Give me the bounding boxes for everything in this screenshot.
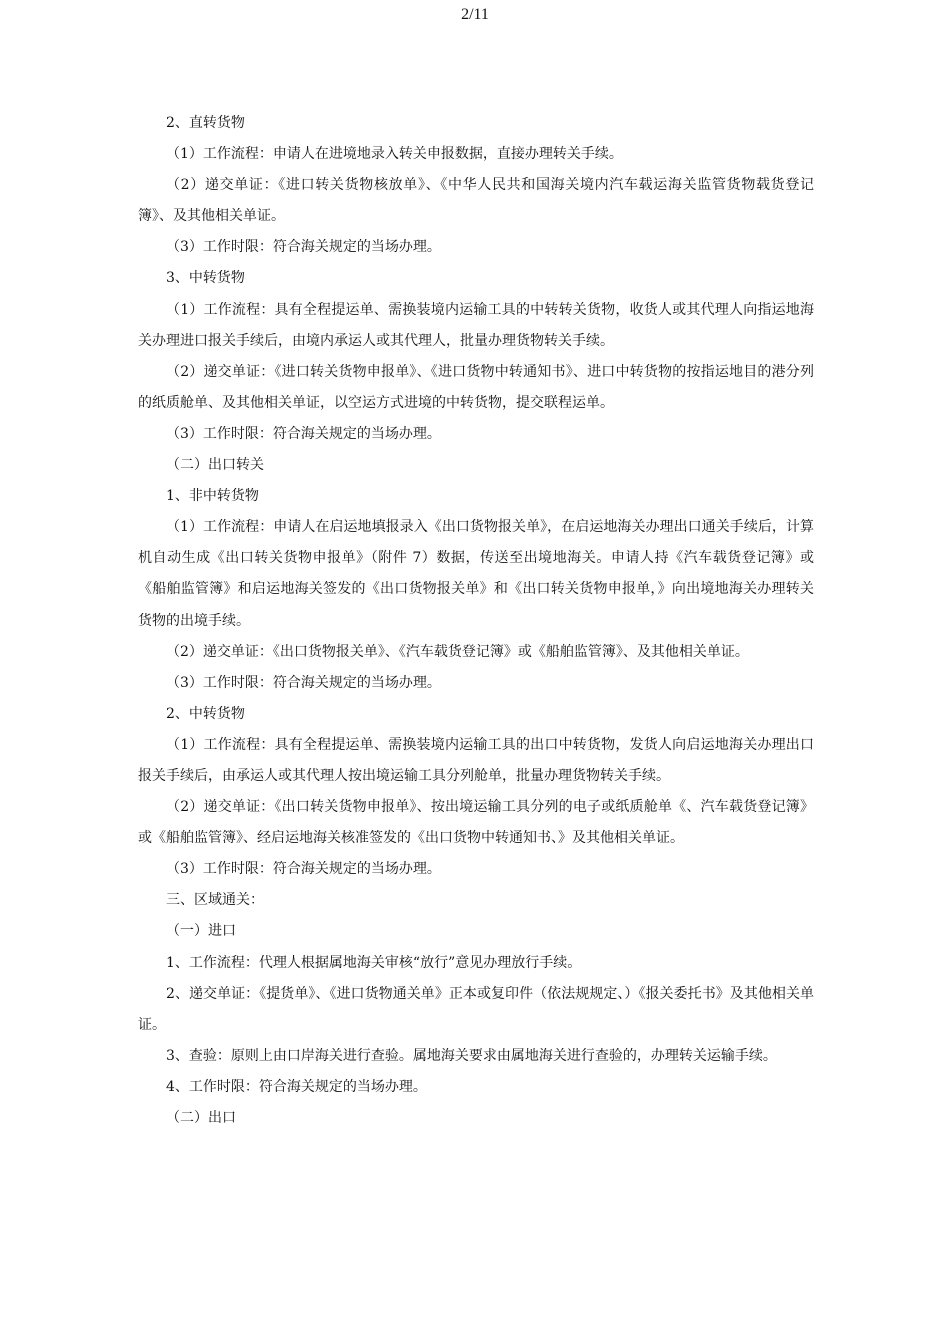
heading-non-transit-goods: 1、非中转货物: [166, 488, 259, 505]
paragraph-workflow: （1）工作流程：申请人在启运地填报录入《出口货物报关单》，在启运地海关办理出口通关手续后，计算机自动生成《出口转关货物申报单》（附件 7）数据，传送至出境地海关。申请人持《汽车载货登记簿》或《船舶监管簿》和启运地海关签发的《出口货物报关单》和《出口转关货物申报单，》向出境地海关办理转关货物的出境手续。: [138, 519, 814, 629]
paragraph-time-limit: （3）工作时限：符合海关规定的当场办理。: [166, 861, 441, 878]
paragraph-documents: （2）递交单证：《进口转关货物核放单》、《中华人民共和国海关境内汽车载运海关监管货物载货登记簿》、及其他相关单证。: [138, 177, 814, 225]
paragraph-workflow: （1）工作流程：申请人在进境地录入转关申报数据，直接办理转关手续。: [166, 146, 623, 163]
paragraph-documents: （2）递交单证：《出口货物报关单》、《汽车载货登记簿》或《船舶监管簿》、及其他相关单证。: [166, 643, 749, 660]
page-number: 2/11: [461, 6, 489, 23]
heading-regional-clearance: 三、区域通关：: [166, 892, 264, 909]
paragraph-documents: （2）递交单证：《出口转关货物申报单》、按出境运输工具分列的电子或纸质舱单《、汽车载货登记簿》或《船舶监管簿》、经启运地海关核准签发的《出口货物中转通知书、》及其他相关单证。: [138, 799, 814, 847]
heading-export-transfer: （二）出口转关: [166, 457, 264, 474]
heading-export: （二）出口: [166, 1110, 236, 1126]
heading-transit-goods: 3、中转货物: [166, 270, 245, 287]
paragraph-time-limit: 4、工作时限：符合海关规定的当场办理。: [166, 1078, 427, 1095]
paragraph-time-limit: （3）工作时限：符合海关规定的当场办理。: [166, 674, 441, 691]
paragraph-time-limit: （3）工作时限：符合海关规定的当场办理。: [166, 239, 441, 256]
paragraph-workflow: （1）工作流程：具有全程提运单、需换装境内运输工具的出口中转货物，发货人向启运地海关办理出口报关手续后，由承运人或其代理人按出境运输工具分列舱单，批量办理货物转关手续。: [138, 736, 814, 784]
paragraph-documents: （2）递交单证：《进口转关货物申报单》、《进口货物中转通知书》、进口中转货物的按指运地目的港分列的纸质舱单、及其他相关单证，以空运方式进境的中转货物，提交联程运单。: [138, 363, 814, 411]
heading-direct-transfer-goods: 2、直转货物: [166, 115, 245, 131]
heading-transit-goods: 2、中转货物: [166, 705, 245, 722]
paragraph-workflow: 1、工作流程：代理人根据属地海关审核“放行”意见办理放行手续。: [166, 954, 582, 971]
paragraph-workflow: （1）工作流程：具有全程提运单、需换装境内运输工具的中转转关货物，收货人或其代理人向指运地海关办理进口报关手续后，由境内承运人或其代理人，批量办理货物转关手续。: [138, 301, 814, 349]
document-body: [138, 108, 814, 1134]
heading-import: （一）进口: [166, 923, 236, 940]
paragraph-documents: 2、递交单证：《提货单》、《进口货物通关单》正本或复印件（依法规规定、）《报关委托书》及其他相关单证。: [138, 985, 814, 1033]
paragraph-time-limit: （3）工作时限：符合海关规定的当场办理。: [166, 425, 441, 442]
paragraph-inspection: 3、查验：原则上由口岸海关进行查验。属地海关要求由属地海关进行查验的，办理转关运输手续。: [166, 1047, 777, 1064]
